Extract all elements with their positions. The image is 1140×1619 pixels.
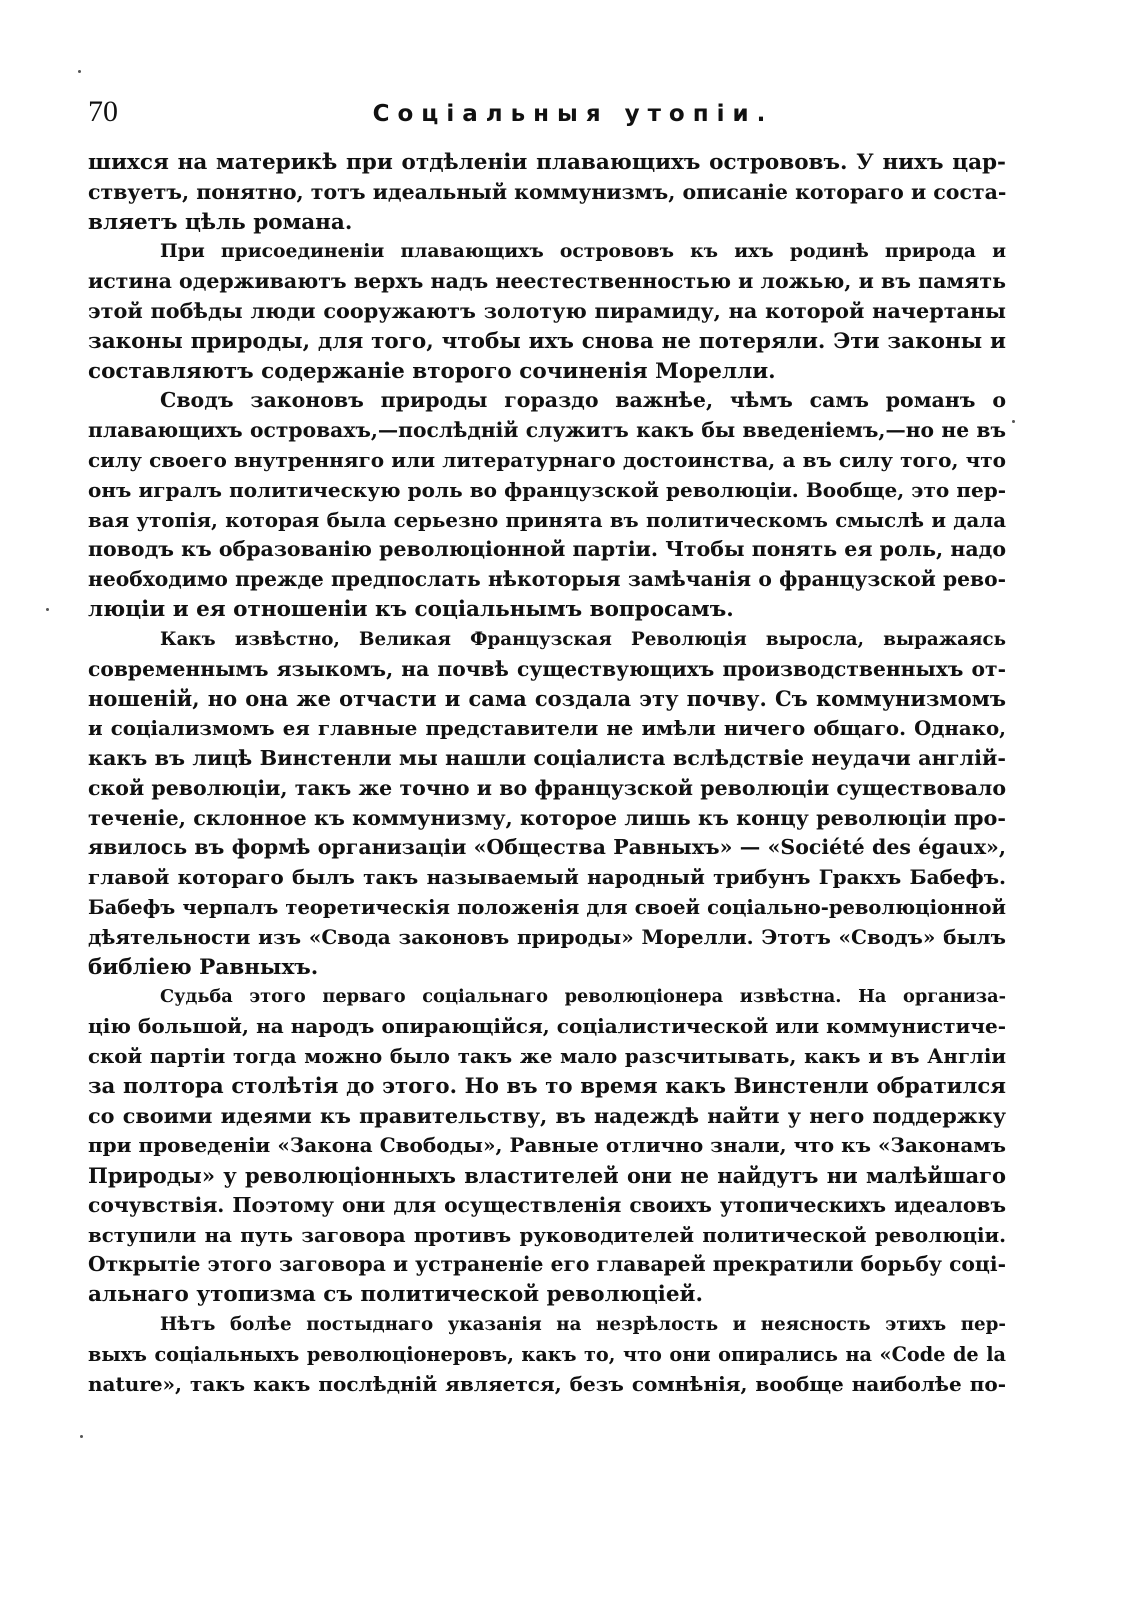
text-line: современнымъ языкомъ, на почвѣ существующихъ производственныхъ от- bbox=[88, 656, 1006, 681]
text-line: люціи и ея отношеніи къ соціальнымъ вопросамъ. bbox=[88, 596, 734, 622]
print-speck bbox=[1012, 420, 1015, 423]
text-line: Бабефъ черпалъ теоретическія положенія для своей соціально-революціонной bbox=[88, 895, 1006, 919]
print-speck bbox=[78, 70, 81, 73]
text-line: этой побѣды люди сооружаютъ золотую пирамиду, на которой начертаны bbox=[88, 298, 1006, 323]
text-line: вступили на путь заговора противъ руководителей политической революціи. bbox=[88, 1222, 1006, 1247]
text-line: ношеній, но она же отчасти и сама создала эту почву. Съ коммунизмомъ bbox=[88, 686, 1006, 712]
text-line: выхъ соціальныхъ революціонеровъ, какъ то, что они опирались на «Code de la bbox=[88, 1342, 1006, 1366]
paragraph-start-line: Нѣтъ болѣе постыднаго указанія на незрѣлость и неясность этихъ пер- bbox=[160, 1314, 1006, 1336]
text-line: вая утопія, которая была серьезно принята въ политическомъ смыслѣ и дала bbox=[88, 507, 1006, 532]
text-line: плавающихъ островахъ,—послѣдній служитъ какъ бы введеніемъ,—но не въ bbox=[88, 418, 1006, 443]
print-speck bbox=[80, 1435, 83, 1438]
text-line: необходимо прежде предпослать нѣкоторыя замѣчанія о французской рево- bbox=[88, 567, 1006, 592]
text-line: со своими идеями къ правительству, въ надеждѣ найти у него поддержку bbox=[88, 1103, 1006, 1128]
text-line: цію большой, на народъ опирающійся, соціалистической или коммунистиче- bbox=[88, 1014, 1006, 1039]
text-line: и соціализмомъ ея главные представители не имѣли ничего общаго. Однако, bbox=[88, 716, 1006, 741]
text-line: ствуетъ, понятно, тотъ идеальный коммунизмъ, описаніе котораго и соста- bbox=[88, 179, 1007, 204]
text-line: теченіе, склонное къ коммунизму, которое лишь къ концу революціи про- bbox=[88, 805, 1006, 830]
text-line: законы природы, для того, чтобы ихъ снова не потеряли. Эти законы и bbox=[88, 328, 1006, 354]
print-speck bbox=[46, 608, 49, 611]
text-line: силу своего внутренняго или литературнаго достоинства, а въ силу того, что bbox=[88, 447, 1006, 472]
text-line: явилось въ формѣ организаціи «Общества Равныхъ» — «Société des égaux», bbox=[88, 835, 1006, 860]
text-line: вляетъ цѣль романа. bbox=[88, 209, 353, 235]
text-line: какъ въ лицѣ Винстенли мы нашли соціалиста вслѣдствіе неудачи англій- bbox=[88, 745, 1006, 770]
text-line: шихся на материкѣ при отдѣленіи плавающихъ острововъ. У нихъ цар- bbox=[88, 150, 1006, 175]
text-line: составляютъ содержаніе второго сочиненія Морелли. bbox=[88, 358, 776, 384]
text-line: главой котораго былъ такъ называемый народный трибунъ Гракхъ Бабефъ. bbox=[88, 865, 1006, 890]
page-header bbox=[88, 92, 1008, 132]
running-title: Соціальныя утопіи. bbox=[372, 101, 774, 127]
text-line: Природы» у революціонныхъ властителей они не найдутъ ни малѣйшаго bbox=[88, 1163, 1006, 1189]
text-line: дѣятельности изъ «Свода законовъ природы» Морелли. Этотъ «Сводъ» былъ bbox=[88, 924, 1006, 949]
text-line: поводъ къ образованію революціонной партіи. Чтобы понять ея роль, надо bbox=[88, 537, 1006, 562]
body-text bbox=[88, 148, 1006, 1399]
text-line: при проведеніи «Закона Свободы», Равные отлично знали, что къ «Законамъ bbox=[88, 1133, 1006, 1158]
text-line: сочувствія. Поэтому они для осуществленія своихъ утопическихъ идеаловъ bbox=[88, 1192, 1006, 1217]
paragraph-start-line: Какъ извѣстно, Великая Французская Революція выросла, выражаясь bbox=[160, 628, 1006, 650]
paragraph-start-line: Судьба этого перваго соціальнаго революціонера извѣстна. На организа- bbox=[160, 986, 1006, 1008]
text-line: ской революціи, такъ же точно и во французской революціи существовало bbox=[88, 775, 1006, 800]
text-line: истина одерживаютъ верхъ надъ неестественностью и ложью, и въ память bbox=[88, 269, 1006, 294]
paragraph-start-line: При присоединеніи плавающихъ острововъ къ ихъ родинѣ природа и bbox=[160, 240, 1006, 263]
text-line: за полтора столѣтія до этого. Но въ то время какъ Винстенли обратился bbox=[88, 1073, 1006, 1099]
text-line: онъ игралъ политическую роль во французской революціи. Вообще, это пер- bbox=[88, 477, 1006, 502]
paragraph-start-line: Сводъ законовъ природы гораздо важнѣе, чѣмъ самъ романъ о bbox=[160, 388, 1006, 413]
page-number: 70 bbox=[88, 95, 118, 128]
text-line: Открытіе этого заговора и устраненіе его главарей прекратили борьбу соці- bbox=[88, 1252, 1006, 1277]
text-line: ской партіи тогда можно было такъ же мало разсчитывать, какъ и въ Англіи bbox=[88, 1043, 1006, 1068]
text-line: библіею Равныхъ. bbox=[88, 954, 319, 980]
text-line: nature», такъ какъ послѣдній является, безъ сомнѣнія, вообще наиболѣе по- bbox=[88, 1371, 1006, 1396]
text-line: альнаго утопизма съ политической революціей. bbox=[88, 1282, 703, 1308]
